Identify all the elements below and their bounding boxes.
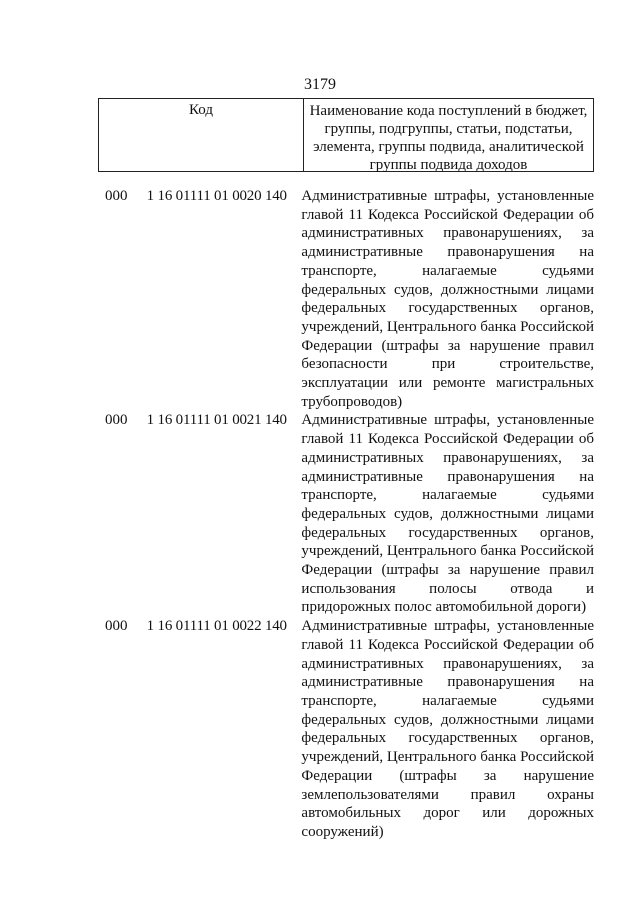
revenue-name-line: Федерации (штрафы за нарушение правил <box>301 337 594 354</box>
table-row <box>105 187 594 411</box>
revenue-name-line: главой 11 Кодекса Российской Федерации об <box>301 206 594 223</box>
revenue-name-line: придорожных полос автомобильной дороги) <box>301 599 587 616</box>
revenue-name-line: административные правонарушения на <box>301 468 594 485</box>
revenue-name-line: безопасности при строительстве, <box>301 356 594 373</box>
revenue-name-line: эксплуатации или ремонте магистральных <box>301 375 594 392</box>
revenue-name-line: землепользователями правил охраны <box>301 786 594 803</box>
table-body <box>105 187 594 842</box>
revenue-name-line: федеральных государственных органов, <box>301 524 594 541</box>
revenue-name-line: федеральных государственных органов, <box>301 300 594 317</box>
table-row <box>105 411 594 617</box>
page-number: 3179 <box>304 76 336 93</box>
revenue-name-line: сооружений) <box>301 823 384 840</box>
revenue-name-line: трубопроводов) <box>301 393 403 410</box>
revenue-name-line: учреждений, Центрального банка Российской <box>301 318 594 335</box>
revenue-name-line: федеральных государственных органов, <box>301 730 594 747</box>
admin-code: 000 <box>105 412 128 429</box>
revenue-name-line: использования полосы отвода и <box>301 580 594 597</box>
revenue-name <box>301 187 594 411</box>
revenue-code: 1 16 01111 01 0020 140 <box>146 188 287 204</box>
column-header-name: Наименование кода поступлений в бюджет, группы, подгруппы, статьи, подстатьи, элемента, группы подвида, аналитической группы подвида доходов <box>309 103 588 173</box>
table-row <box>105 617 594 841</box>
admin-code: 000 <box>105 618 128 635</box>
revenue-name-line: учреждений, Центрального банка Российской <box>301 749 594 766</box>
revenue-name-line: транспорте, налагаемые судьями <box>301 692 594 709</box>
revenue-name-line: федеральных судов, должностными лицами <box>301 505 594 522</box>
revenue-name-line: административных правонарушениях, за <box>301 449 594 466</box>
revenue-name-line: административных правонарушениях, за <box>301 225 594 242</box>
revenue-name-line: транспорте, налагаемые судьями <box>301 487 594 504</box>
revenue-name-line: Федерации (штрафы за нарушение <box>301 767 594 784</box>
revenue-name-line: Административные штрафы, установленные <box>301 618 594 635</box>
column-header-code: Код <box>99 99 304 171</box>
revenue-name-line: Административные штрафы, установленные <box>301 412 594 429</box>
revenue-name <box>301 411 594 617</box>
revenue-code: 1 16 01111 01 0022 140 <box>146 618 287 635</box>
revenue-name-line: административных правонарушениях, за <box>301 655 594 672</box>
table-header <box>98 98 594 172</box>
admin-code: 000 <box>105 188 128 204</box>
revenue-name-line: автомобильных дорог или дорожных <box>301 805 594 822</box>
revenue-name-line: главой 11 Кодекса Российской Федерации об <box>301 636 594 653</box>
revenue-name <box>301 617 594 841</box>
revenue-name-line: учреждений, Центрального банка Российской <box>301 543 594 560</box>
revenue-name-line: Федерации (штрафы за нарушение правил <box>301 562 594 579</box>
revenue-name-line: главой 11 Кодекса Российской Федерации об <box>301 431 594 448</box>
revenue-code: 1 16 01111 01 0021 140 <box>146 412 287 429</box>
revenue-name-line: Административные штрафы, установленные <box>301 188 594 204</box>
revenue-name-line: федеральных судов, должностными лицами <box>301 711 594 728</box>
revenue-name-line: административные правонарушения на <box>301 244 594 261</box>
revenue-name-line: федеральных судов, должностными лицами <box>301 281 594 298</box>
revenue-name-line: транспорте, налагаемые судьями <box>301 262 594 279</box>
revenue-name-line: административные правонарушения на <box>301 674 594 691</box>
